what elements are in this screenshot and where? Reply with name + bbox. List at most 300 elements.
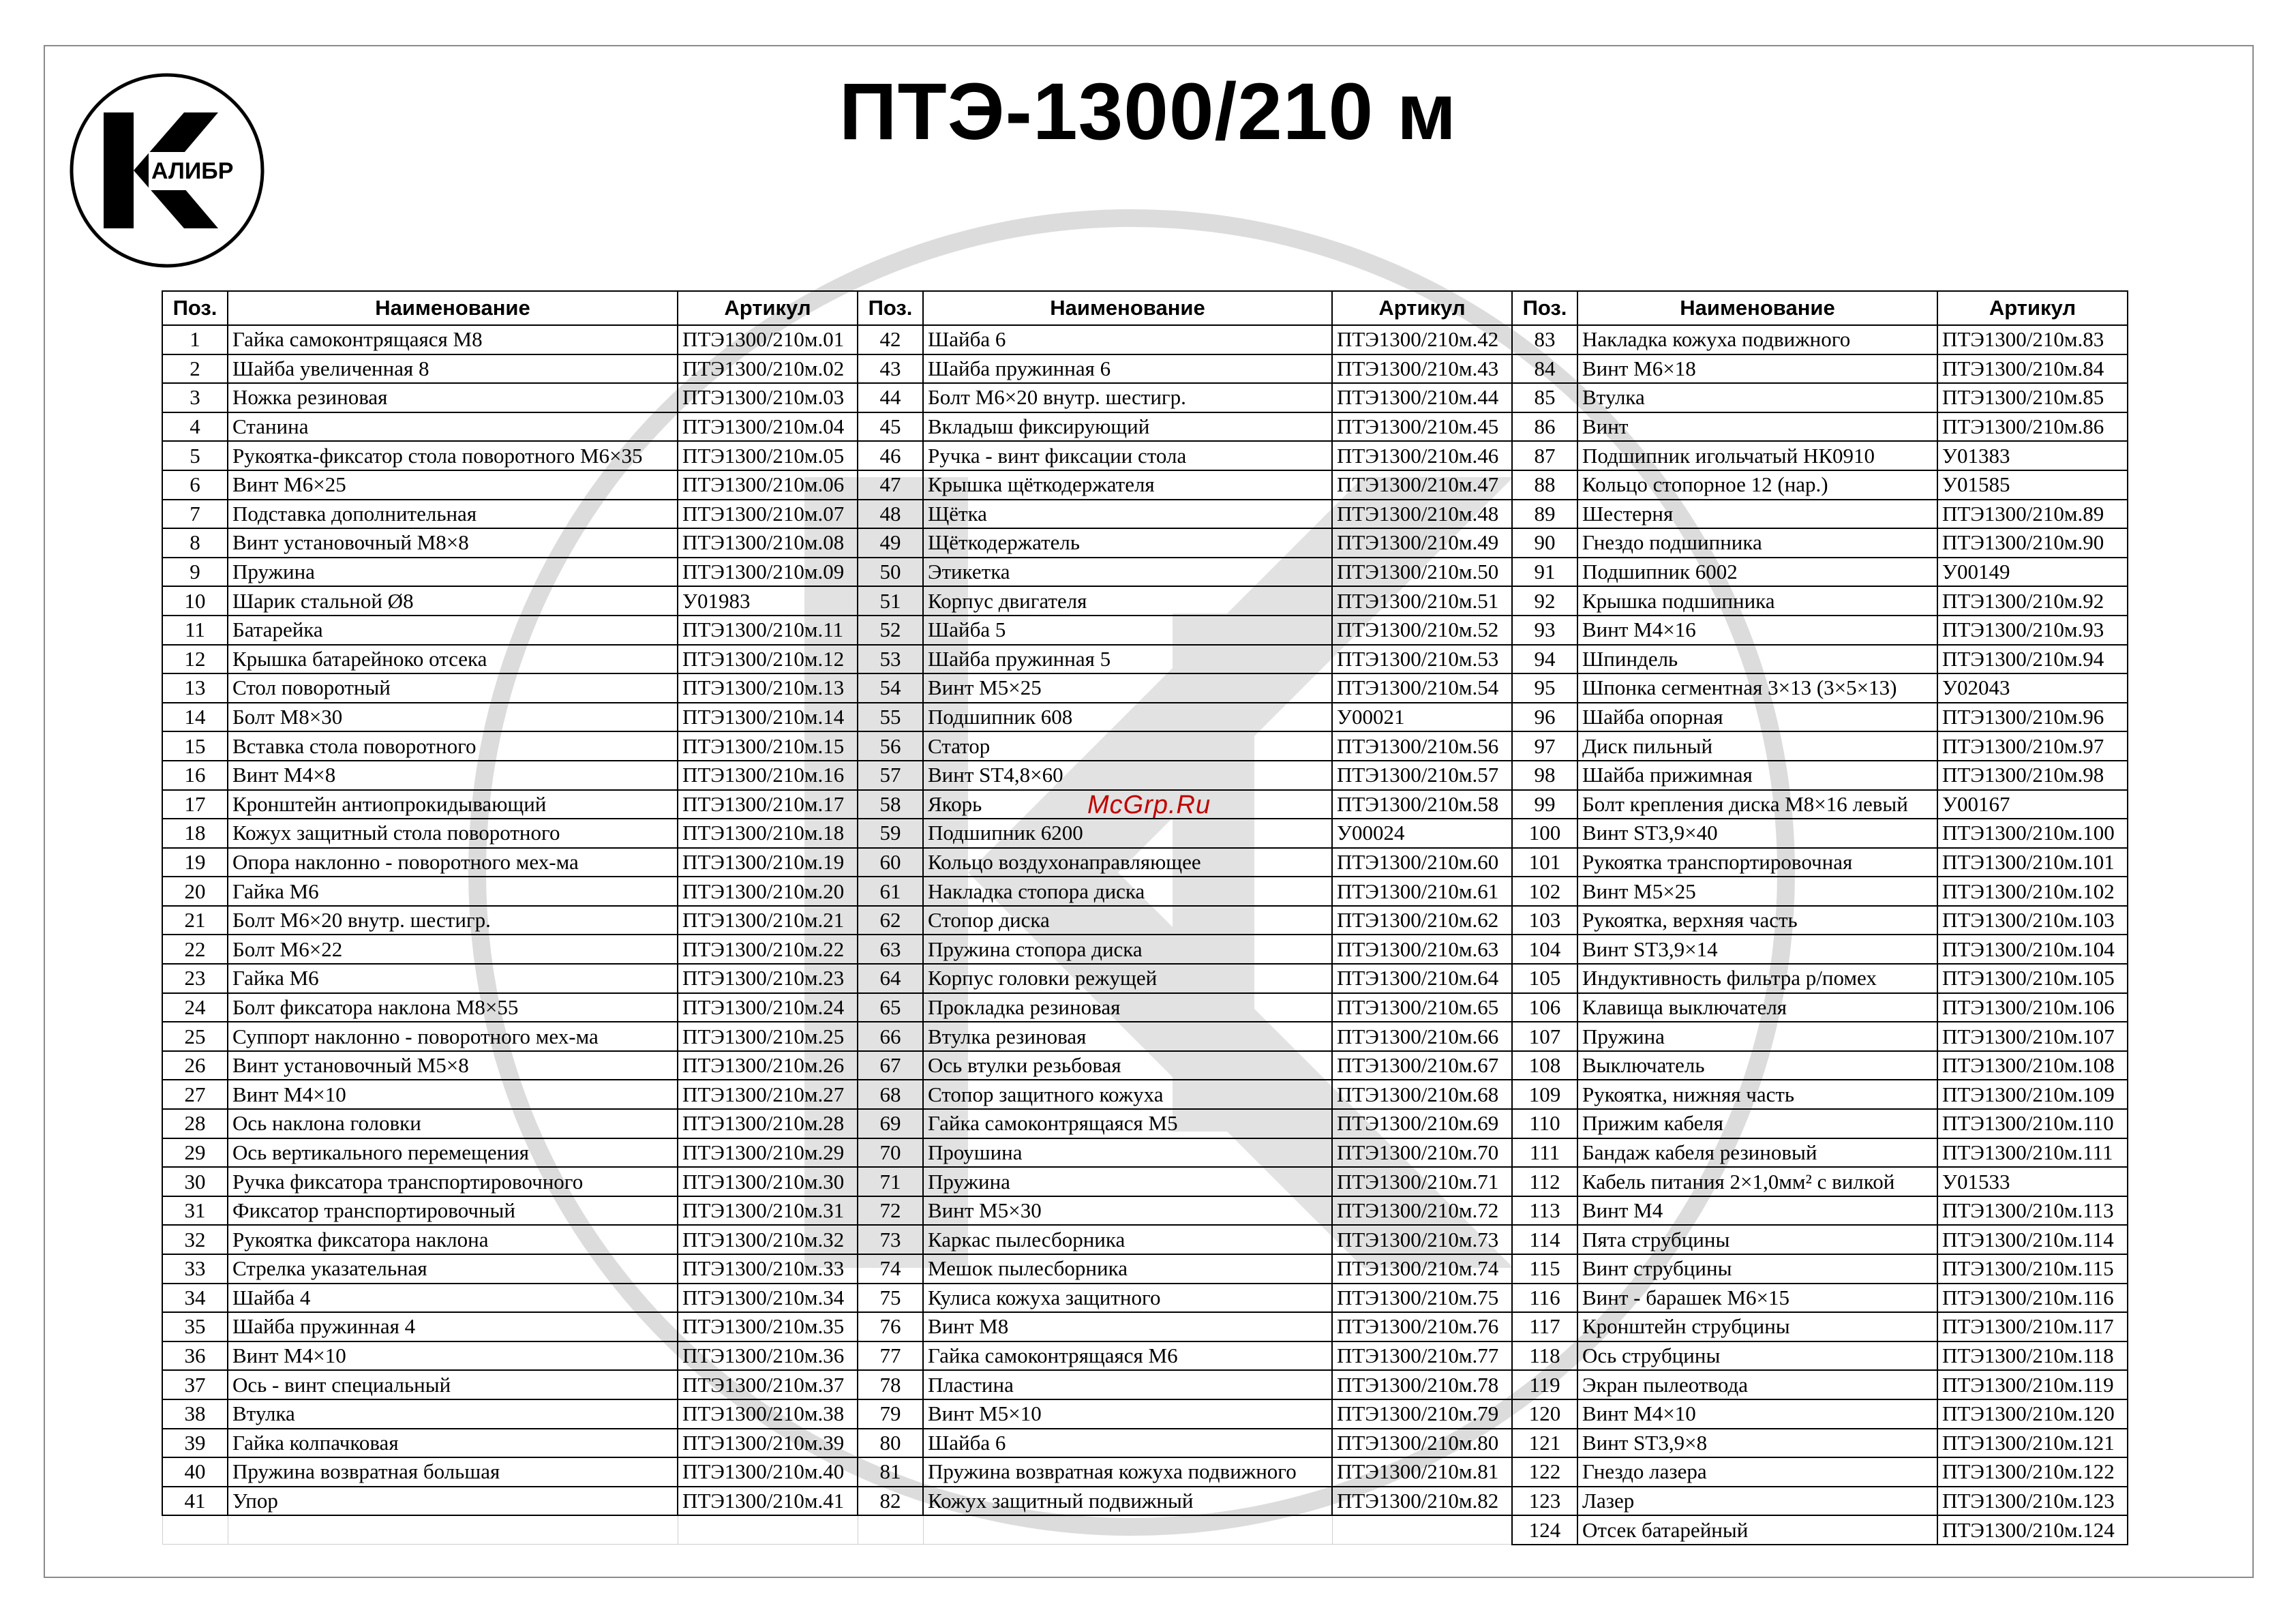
table-row — [162, 848, 2128, 877]
part-pos: 56 — [858, 731, 923, 761]
part-name: Винт М4×10 — [228, 1341, 678, 1371]
part-name: Упор — [228, 1487, 678, 1516]
part-name: Болт М8×30 — [228, 703, 678, 732]
part-pos: 109 — [1512, 1080, 1577, 1109]
part-pos: 122 — [1512, 1457, 1577, 1487]
part-name: Стрелка указательная — [228, 1254, 678, 1284]
part-pos: 44 — [858, 383, 923, 412]
part-pos: 53 — [858, 645, 923, 674]
table-row — [162, 731, 2128, 761]
part-pos: 46 — [858, 441, 923, 470]
part-article: ПТЭ1300/210м.36 — [678, 1341, 858, 1371]
part-name: Гайка самоконтрящаяся М5 — [923, 1109, 1332, 1138]
part-article: У02043 — [1937, 673, 2128, 703]
part-pos: 36 — [162, 1341, 228, 1371]
header-name: Наименование — [1577, 291, 1937, 325]
part-article: ПТЭ1300/210м.119 — [1937, 1370, 2128, 1399]
part-name: Крышка подшипника — [1577, 586, 1937, 616]
part-pos: 30 — [162, 1167, 228, 1196]
part-article: ПТЭ1300/210м.28 — [678, 1109, 858, 1138]
part-name: Шайба прижимная — [1577, 761, 1937, 790]
table-row — [162, 1138, 2128, 1168]
part-article: ПТЭ1300/210м.21 — [678, 906, 858, 935]
part-name: Гнездо подшипника — [1577, 528, 1937, 558]
part-article: ПТЭ1300/210м.23 — [678, 964, 858, 993]
part-article: У00024 — [1332, 819, 1512, 848]
part-article: ПТЭ1300/210м.44 — [1332, 383, 1512, 412]
part-name: Болт М6×22 — [228, 935, 678, 964]
part-article: ПТЭ1300/210м.109 — [1937, 1080, 2128, 1109]
part-pos: 3 — [162, 383, 228, 412]
part-pos: 37 — [162, 1370, 228, 1399]
part-name: Винт М4×10 — [228, 1080, 678, 1109]
part-article: У00167 — [1937, 790, 2128, 819]
part-pos: 66 — [858, 1022, 923, 1051]
part-pos: 14 — [162, 703, 228, 732]
part-pos: 68 — [858, 1080, 923, 1109]
part-name: Втулка резиновая — [923, 1022, 1332, 1051]
part-article: ПТЭ1300/210м.85 — [1937, 383, 2128, 412]
part-article: ПТЭ1300/210м.104 — [1937, 935, 2128, 964]
part-name: Шайба 5 — [923, 616, 1332, 645]
part-name: Шайба пружинная 4 — [228, 1312, 678, 1341]
part-article: ПТЭ1300/210м.122 — [1937, 1457, 2128, 1487]
part-name: Станина — [228, 412, 678, 442]
part-article: ПТЭ1300/210м.09 — [678, 558, 858, 587]
part-name: Кабель питания 2×1,0мм² с вилкой — [1577, 1167, 1937, 1196]
part-name: Винт ST3,9×14 — [1577, 935, 1937, 964]
part-article: ПТЭ1300/210м.35 — [678, 1312, 858, 1341]
part-name: Рукоятка транспортировочная — [1577, 848, 1937, 877]
part-article: ПТЭ1300/210м.56 — [1332, 731, 1512, 761]
part-article: ПТЭ1300/210м.90 — [1937, 528, 2128, 558]
part-article: ПТЭ1300/210м.12 — [678, 645, 858, 674]
part-article: ПТЭ1300/210м.15 — [678, 731, 858, 761]
part-name: Фиксатор транспортировочный — [228, 1196, 678, 1226]
part-article: ПТЭ1300/210м.63 — [1332, 935, 1512, 964]
part-article: ПТЭ1300/210м.96 — [1937, 703, 2128, 732]
part-pos: 98 — [1512, 761, 1577, 790]
part-article: ПТЭ1300/210м.121 — [1937, 1429, 2128, 1458]
part-name: Якорь — [923, 790, 1332, 819]
part-pos: 21 — [162, 906, 228, 935]
part-pos: 26 — [162, 1051, 228, 1080]
table-row — [162, 412, 2128, 442]
table-row — [162, 1284, 2128, 1313]
part-name: Рукоятка, верхняя часть — [1577, 906, 1937, 935]
part-article: ПТЭ1300/210м.14 — [678, 703, 858, 732]
header-article: Артикул — [1332, 291, 1512, 325]
table-row — [162, 441, 2128, 470]
part-article: ПТЭ1300/210м.62 — [1332, 906, 1512, 935]
part-name: Винт М4×8 — [228, 761, 678, 790]
part-name: Подшипник игольчатый НК0910 — [1577, 441, 1937, 470]
part-article: ПТЭ1300/210м.81 — [1332, 1457, 1512, 1487]
part-pos: 18 — [162, 819, 228, 848]
part-pos: 97 — [1512, 731, 1577, 761]
part-article: ПТЭ1300/210м.52 — [1332, 616, 1512, 645]
part-name: Винт ST4,8×60 — [923, 761, 1332, 790]
part-article: ПТЭ1300/210м.18 — [678, 819, 858, 848]
part-pos: 49 — [858, 528, 923, 558]
part-name: Гайка самоконтрящаяся М6 — [923, 1341, 1332, 1371]
part-pos: 73 — [858, 1225, 923, 1254]
part-name: Гайка самоконтрящаяся М8 — [228, 325, 678, 354]
part-name: Кожух защитный подвижный — [923, 1487, 1332, 1516]
part-article: ПТЭ1300/210м.76 — [1332, 1312, 1512, 1341]
part-article: ПТЭ1300/210м.98 — [1937, 761, 2128, 790]
part-article: ПТЭ1300/210м.61 — [1332, 877, 1512, 906]
part-name: Вкладыш фиксирующий — [923, 412, 1332, 442]
part-name: Подшипник 6200 — [923, 819, 1332, 848]
part-pos: 106 — [1512, 993, 1577, 1022]
part-name: Ось струбцины — [1577, 1341, 1937, 1371]
part-name: Шайба опорная — [1577, 703, 1937, 732]
table-row — [162, 1167, 2128, 1196]
part-name: Кронштейн струбцины — [1577, 1312, 1937, 1341]
part-name: Прокладка резиновая — [923, 993, 1332, 1022]
part-pos: 105 — [1512, 964, 1577, 993]
part-article: ПТЭ1300/210м.111 — [1937, 1138, 2128, 1168]
logo-text: АЛИБР — [151, 158, 234, 184]
part-pos: 63 — [858, 935, 923, 964]
header-pos: Поз. — [162, 291, 228, 325]
part-pos: 33 — [162, 1254, 228, 1284]
part-name: Стопор диска — [923, 906, 1332, 935]
part-name: Винт - барашек М6×15 — [1577, 1284, 1937, 1313]
part-article: ПТЭ1300/210м.80 — [1332, 1429, 1512, 1458]
part-article: ПТЭ1300/210м.53 — [1332, 645, 1512, 674]
part-pos: 78 — [858, 1370, 923, 1399]
part-article: ПТЭ1300/210м.94 — [1937, 645, 2128, 674]
part-pos: 108 — [1512, 1051, 1577, 1080]
part-name: Кулиса кожуха защитного — [923, 1284, 1332, 1313]
part-article: ПТЭ1300/210м.65 — [1332, 993, 1512, 1022]
part-article: ПТЭ1300/210м.30 — [678, 1167, 858, 1196]
part-name: Гайка М6 — [228, 877, 678, 906]
part-pos: 28 — [162, 1109, 228, 1138]
part-pos: 83 — [1512, 325, 1577, 354]
table-row — [162, 1487, 2128, 1516]
table-row — [162, 790, 2128, 819]
part-article: ПТЭ1300/210м.27 — [678, 1080, 858, 1109]
part-pos: 25 — [162, 1022, 228, 1051]
part-pos: 113 — [1512, 1196, 1577, 1226]
part-article: ПТЭ1300/210м.73 — [1332, 1225, 1512, 1254]
part-article: ПТЭ1300/210м.26 — [678, 1051, 858, 1080]
part-article: ПТЭ1300/210м.108 — [1937, 1051, 2128, 1080]
part-pos: 101 — [1512, 848, 1577, 877]
header-name: Наименование — [228, 291, 678, 325]
part-article: ПТЭ1300/210м.113 — [1937, 1196, 2128, 1226]
part-article: ПТЭ1300/210м.67 — [1332, 1051, 1512, 1080]
part-name: Пружина стопора диска — [923, 935, 1332, 964]
table-row — [162, 1109, 2128, 1138]
table-row — [162, 1399, 2128, 1429]
part-article: ПТЭ1300/210м.24 — [678, 993, 858, 1022]
part-article: У01533 — [1937, 1167, 2128, 1196]
part-name: Шайба 4 — [228, 1284, 678, 1313]
part-name: Рукоятка фиксатора наклона — [228, 1225, 678, 1254]
header-pos: Поз. — [858, 291, 923, 325]
empty-cell — [678, 1515, 858, 1545]
part-name: Корпус двигателя — [923, 586, 1332, 616]
part-pos: 58 — [858, 790, 923, 819]
part-article: ПТЭ1300/210м.16 — [678, 761, 858, 790]
header-pos: Поз. — [1512, 291, 1577, 325]
part-name: Втулка — [228, 1399, 678, 1429]
part-name: Гайка М6 — [228, 964, 678, 993]
part-name: Шайба увеличенная 8 — [228, 354, 678, 384]
part-pos: 52 — [858, 616, 923, 645]
part-pos: 82 — [858, 1487, 923, 1516]
part-pos: 74 — [858, 1254, 923, 1284]
part-article: ПТЭ1300/210м.75 — [1332, 1284, 1512, 1313]
part-name: Крышка батарейноко отсека — [228, 645, 678, 674]
part-pos: 6 — [162, 470, 228, 500]
part-pos: 80 — [858, 1429, 923, 1458]
part-name: Ось втулки резьбовая — [923, 1051, 1332, 1080]
part-name: Шайба пружинная 6 — [923, 354, 1332, 384]
table-row — [162, 673, 2128, 703]
part-pos: 23 — [162, 964, 228, 993]
part-name: Ось - винт специальный — [228, 1370, 678, 1399]
part-name: Винт М4×16 — [1577, 616, 1937, 645]
part-pos: 99 — [1512, 790, 1577, 819]
part-pos: 29 — [162, 1138, 228, 1168]
table-row — [162, 1196, 2128, 1226]
part-name: Батарейка — [228, 616, 678, 645]
part-pos: 48 — [858, 500, 923, 529]
part-article: ПТЭ1300/210м.33 — [678, 1254, 858, 1284]
part-name: Пружина — [228, 558, 678, 587]
part-pos: 43 — [858, 354, 923, 384]
part-name: Подшипник 6002 — [1577, 558, 1937, 587]
part-pos: 103 — [1512, 906, 1577, 935]
part-article: ПТЭ1300/210м.51 — [1332, 586, 1512, 616]
part-name: Накладка кожуха подвижного — [1577, 325, 1937, 354]
part-name: Винт М5×25 — [1577, 877, 1937, 906]
part-name: Болт крепления диска М8×16 левый — [1577, 790, 1937, 819]
part-pos: 32 — [162, 1225, 228, 1254]
part-pos: 5 — [162, 441, 228, 470]
table-row — [162, 964, 2128, 993]
part-article: ПТЭ1300/210м.37 — [678, 1370, 858, 1399]
part-pos: 115 — [1512, 1254, 1577, 1284]
parts-table — [162, 290, 2128, 1545]
part-name: Ось наклона головки — [228, 1109, 678, 1138]
part-name: Винт М8 — [923, 1312, 1332, 1341]
part-name: Пластина — [923, 1370, 1332, 1399]
part-name: Кожух защитный стола поворотного — [228, 819, 678, 848]
part-pos: 65 — [858, 993, 923, 1022]
part-name: Шарик стальной Ø8 — [228, 586, 678, 616]
part-pos: 16 — [162, 761, 228, 790]
part-pos: 75 — [858, 1284, 923, 1313]
part-article: ПТЭ1300/210м.19 — [678, 848, 858, 877]
part-pos: 64 — [858, 964, 923, 993]
part-article: ПТЭ1300/210м.05 — [678, 441, 858, 470]
part-article: ПТЭ1300/210м.03 — [678, 383, 858, 412]
part-pos: 15 — [162, 731, 228, 761]
part-article: ПТЭ1300/210м.43 — [1332, 354, 1512, 384]
table-row — [162, 354, 2128, 384]
part-article: ПТЭ1300/210м.71 — [1332, 1167, 1512, 1196]
part-pos: 60 — [858, 848, 923, 877]
part-article: ПТЭ1300/210м.72 — [1332, 1196, 1512, 1226]
part-name: Болт М6×20 внутр. шестигр. — [228, 906, 678, 935]
part-pos: 51 — [858, 586, 923, 616]
part-article: ПТЭ1300/210м.69 — [1332, 1109, 1512, 1138]
part-name: Ручка - винт фиксации стола — [923, 441, 1332, 470]
part-article: ПТЭ1300/210м.57 — [1332, 761, 1512, 790]
part-article: У00149 — [1937, 558, 2128, 587]
part-pos: 40 — [162, 1457, 228, 1487]
part-pos: 77 — [858, 1341, 923, 1371]
part-pos: 59 — [858, 819, 923, 848]
part-pos: 35 — [162, 1312, 228, 1341]
table-row — [162, 906, 2128, 935]
part-name: Индуктивность фильтра р/помех — [1577, 964, 1937, 993]
part-article: ПТЭ1300/210м.58 — [1332, 790, 1512, 819]
part-article: ПТЭ1300/210м.49 — [1332, 528, 1512, 558]
part-pos: 116 — [1512, 1284, 1577, 1313]
part-pos: 1 — [162, 325, 228, 354]
part-name: Винт струбцины — [1577, 1254, 1937, 1284]
part-article: ПТЭ1300/210м.11 — [678, 616, 858, 645]
part-pos: 111 — [1512, 1138, 1577, 1168]
table-row — [162, 703, 2128, 732]
site-watermark: McGrp.Ru — [1087, 791, 1211, 819]
part-pos: 2 — [162, 354, 228, 384]
part-article: У01585 — [1937, 470, 2128, 500]
part-pos: 47 — [858, 470, 923, 500]
part-article: ПТЭ1300/210м.102 — [1937, 877, 2128, 906]
part-name: Рукоятка-фиксатор стола поворотного М6×35 — [228, 441, 678, 470]
part-article: ПТЭ1300/210м.93 — [1937, 616, 2128, 645]
part-name: Шестерня — [1577, 500, 1937, 529]
part-article: ПТЭ1300/210м.103 — [1937, 906, 2128, 935]
part-name: Винт М6×25 — [228, 470, 678, 500]
part-pos: 17 — [162, 790, 228, 819]
part-pos: 89 — [1512, 500, 1577, 529]
part-pos: 86 — [1512, 412, 1577, 442]
part-name: Бандаж кабеля резиновый — [1577, 1138, 1937, 1168]
part-name: Прижим кабеля — [1577, 1109, 1937, 1138]
part-name: Суппорт наклонно - поворотного мех-ма — [228, 1022, 678, 1051]
part-article: ПТЭ1300/210м.07 — [678, 500, 858, 529]
part-pos: 31 — [162, 1196, 228, 1226]
table-row — [162, 1312, 2128, 1341]
table-row — [162, 761, 2128, 790]
table-row — [162, 500, 2128, 529]
part-pos: 10 — [162, 586, 228, 616]
part-pos: 107 — [1512, 1022, 1577, 1051]
part-name: Винт М5×10 — [923, 1399, 1332, 1429]
part-article: ПТЭ1300/210м.120 — [1937, 1399, 2128, 1429]
empty-cell — [858, 1515, 923, 1545]
table-row — [162, 993, 2128, 1022]
part-pos: 118 — [1512, 1341, 1577, 1371]
part-article: ПТЭ1300/210м.41 — [678, 1487, 858, 1516]
part-name: Выключатель — [1577, 1051, 1937, 1080]
table-row — [162, 1080, 2128, 1109]
part-pos: 71 — [858, 1167, 923, 1196]
part-pos: 76 — [858, 1312, 923, 1341]
part-pos: 12 — [162, 645, 228, 674]
part-name: Подставка дополнительная — [228, 500, 678, 529]
table-row — [162, 383, 2128, 412]
table-row — [162, 1051, 2128, 1080]
part-name: Проушина — [923, 1138, 1332, 1168]
part-article: ПТЭ1300/210м.25 — [678, 1022, 858, 1051]
part-name: Статор — [923, 731, 1332, 761]
part-article: ПТЭ1300/210м.105 — [1937, 964, 2128, 993]
part-pos: 39 — [162, 1429, 228, 1458]
part-article: ПТЭ1300/210м.39 — [678, 1429, 858, 1458]
part-pos: 11 — [162, 616, 228, 645]
part-pos: 117 — [1512, 1312, 1577, 1341]
part-pos: 104 — [1512, 935, 1577, 964]
table-row — [162, 645, 2128, 674]
part-pos: 42 — [858, 325, 923, 354]
part-article: ПТЭ1300/210м.40 — [678, 1457, 858, 1487]
part-pos: 85 — [1512, 383, 1577, 412]
part-name: Ножка резиновая — [228, 383, 678, 412]
part-pos: 57 — [858, 761, 923, 790]
part-article: ПТЭ1300/210м.48 — [1332, 500, 1512, 529]
header-name: Наименование — [923, 291, 1332, 325]
part-pos: 110 — [1512, 1109, 1577, 1138]
table-row — [162, 1341, 2128, 1371]
part-article: ПТЭ1300/210м.66 — [1332, 1022, 1512, 1051]
part-name: Стол поворотный — [228, 673, 678, 703]
part-name: Кольцо воздухонаправляющее — [923, 848, 1332, 877]
part-name: Накладка стопора диска — [923, 877, 1332, 906]
part-article: ПТЭ1300/210м.83 — [1937, 325, 2128, 354]
part-article: ПТЭ1300/210м.100 — [1937, 819, 2128, 848]
part-article: ПТЭ1300/210м.79 — [1332, 1399, 1512, 1429]
part-article: ПТЭ1300/210м.17 — [678, 790, 858, 819]
part-article: ПТЭ1300/210м.110 — [1937, 1109, 2128, 1138]
part-article: ПТЭ1300/210м.13 — [678, 673, 858, 703]
part-pos: 9 — [162, 558, 228, 587]
part-pos: 114 — [1512, 1225, 1577, 1254]
part-name: Винт М5×30 — [923, 1196, 1332, 1226]
table-row — [162, 935, 2128, 964]
part-name: Шайба пружинная 5 — [923, 645, 1332, 674]
table-row — [162, 1457, 2128, 1487]
empty-cell — [1332, 1515, 1512, 1545]
part-name: Опора наклонно - поворотного мех-ма — [228, 848, 678, 877]
part-pos: 91 — [1512, 558, 1577, 587]
part-article: ПТЭ1300/210м.101 — [1937, 848, 2128, 877]
part-name: Винт установочный М5×8 — [228, 1051, 678, 1080]
part-name: Диск пильный — [1577, 731, 1937, 761]
part-name: Пружина возвратная кожуха подвижного — [923, 1457, 1332, 1487]
part-article: ПТЭ1300/210м.86 — [1937, 412, 2128, 442]
table-row — [162, 1022, 2128, 1051]
part-article: ПТЭ1300/210м.106 — [1937, 993, 2128, 1022]
part-article: ПТЭ1300/210м.97 — [1937, 731, 2128, 761]
part-name: Шайба 6 — [923, 1429, 1332, 1458]
part-name: Гнездо лазера — [1577, 1457, 1937, 1487]
table-row — [162, 586, 2128, 616]
part-pos: 94 — [1512, 645, 1577, 674]
part-article: ПТЭ1300/210м.64 — [1332, 964, 1512, 993]
part-name: Шпонка сегментная 3×13 (3×5×13) — [1577, 673, 1937, 703]
part-name: Этикетка — [923, 558, 1332, 587]
